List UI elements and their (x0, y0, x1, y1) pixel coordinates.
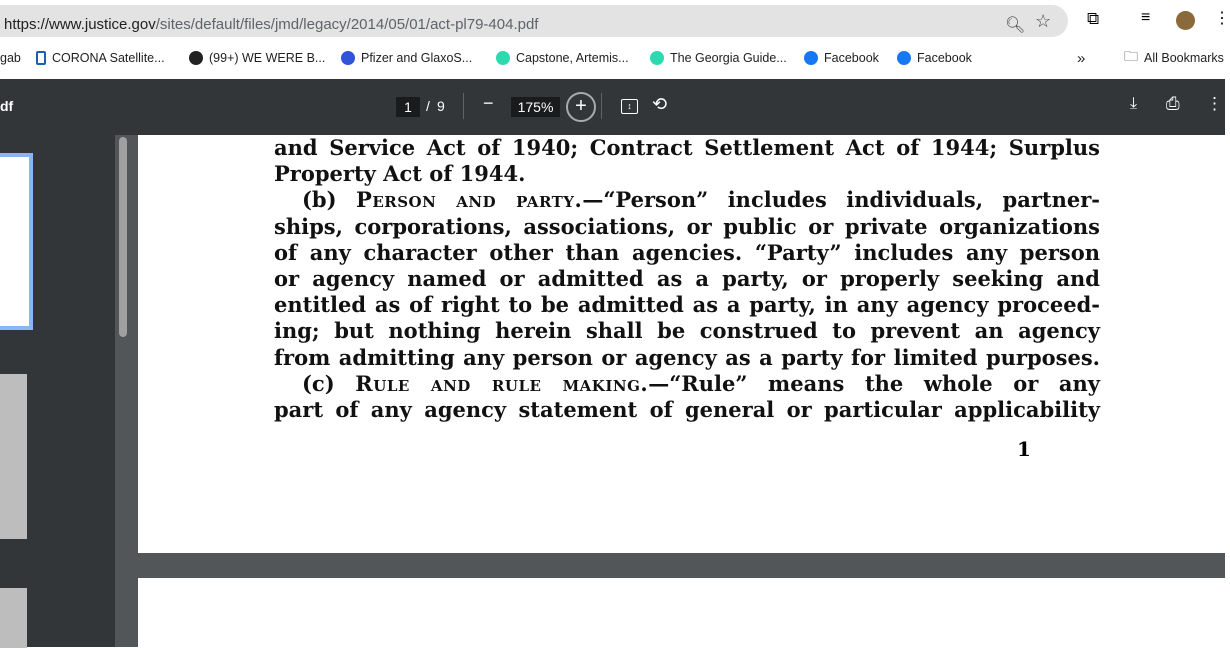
download-icon[interactable]: ⤓ (1130, 95, 1138, 112)
page-number-input[interactable]: 1 (396, 97, 420, 117)
bookmark-item[interactable]: Facebook (804, 51, 879, 65)
bookmark-star-icon[interactable]: ☆ (1035, 11, 1052, 31)
globe-icon (189, 51, 203, 65)
more-options-icon[interactable]: ⋮ (1206, 94, 1223, 113)
capstone-icon (650, 51, 664, 65)
pdf-toolbar (0, 79, 1225, 135)
zoom-icon[interactable]: 🔍︎ (1005, 17, 1026, 34)
all-bookmarks-button[interactable]: 🗀 All Bookmarks (1124, 46, 1224, 70)
text-line: Property Act of 1944. (274, 161, 526, 187)
facebook-icon (804, 51, 818, 65)
page-separator: / (426, 98, 430, 114)
media-icon[interactable]: ≡ (1141, 9, 1151, 26)
thumbnail-page-3[interactable] (0, 588, 27, 648)
bookmark-item[interactable]: Capstone, Artemis... (496, 51, 629, 65)
text-line: (c) Rule and rule making.—“Rule” means the whole or any (302, 370, 1100, 396)
capstone-icon (496, 51, 510, 65)
pdf-page-2 (138, 578, 1225, 647)
zoom-out-button[interactable]: − (483, 93, 494, 113)
bookmarks-bar (0, 42, 1225, 74)
zoom-in-button[interactable]: + (566, 92, 596, 122)
bookmark-item[interactable]: Pfizer and GlaxoS... (341, 51, 472, 65)
thumbnail-page-1[interactable] (0, 153, 33, 330)
page-total: 9 (437, 98, 445, 114)
text-line: and Service Act of 1940; Contract Settlement Act of 1944; Surplus (274, 135, 1100, 160)
thumbnail-page-2[interactable] (0, 374, 27, 539)
text-line: from admitting any person or agency as a party for limited purposes. (274, 344, 1100, 370)
thumbnail-sidebar (0, 135, 115, 647)
url-host: https://www.justice.gov (4, 16, 156, 33)
fit-page-icon[interactable]: ↕ (621, 99, 638, 114)
text-line: or agency named or admitted as a party, or properly seeking and (274, 266, 1100, 292)
facebook-icon (897, 51, 911, 65)
print-icon[interactable]: ⎙ (1166, 94, 1180, 113)
bookmark-item[interactable]: (99+) WE WERE B... (189, 51, 325, 65)
url-text[interactable] (4, 16, 538, 33)
zoom-level-input[interactable]: 175% (511, 97, 560, 117)
sidebar-scrollbar[interactable] (119, 137, 127, 337)
pdf-page-1 (138, 135, 1225, 553)
rotate-icon[interactable]: ⟲ (652, 94, 668, 114)
bookmark-item[interactable]: Facebook (897, 51, 972, 65)
menu-icon[interactable]: ⋮ (1214, 10, 1230, 27)
address-bar[interactable] (0, 5, 1068, 37)
url-path: /sites/default/files/jmd/legacy/2014/05/01/act-pl79-404.pdf (155, 16, 539, 33)
pdf-title: df (0, 98, 14, 114)
text-line: entitled as of right to be admitted as a party, in any agency proceed- (274, 292, 1100, 318)
bookmark-item[interactable]: The Georgia Guide... (650, 51, 787, 65)
text-line: part of any agency statement of general or particular applicability (274, 397, 1100, 423)
text-line: (b) Person and party.—“Person” includes individuals, partner- (302, 187, 1100, 213)
document-text (274, 135, 1100, 423)
bookmark-item[interactable]: CORONA Satellite... (36, 51, 165, 65)
more-bookmarks-button[interactable]: » (1077, 49, 1086, 67)
pfizer-icon (341, 51, 355, 65)
page-number-label: 1 (1017, 437, 1031, 461)
bookmark-item[interactable]: gab (0, 51, 21, 65)
extensions-icon[interactable]: ⧉ (1087, 9, 1100, 28)
text-line: of any character other than agencies. “Party” includes any person (274, 239, 1100, 265)
folder-icon: 🗀 (1124, 48, 1138, 64)
avatar[interactable] (1176, 11, 1195, 30)
text-line: ships, corporations, associations, or public or private organizations (274, 213, 1100, 239)
corona-icon (36, 51, 46, 65)
text-line: ing; but nothing herein shall be construed to prevent an agency (274, 318, 1100, 344)
